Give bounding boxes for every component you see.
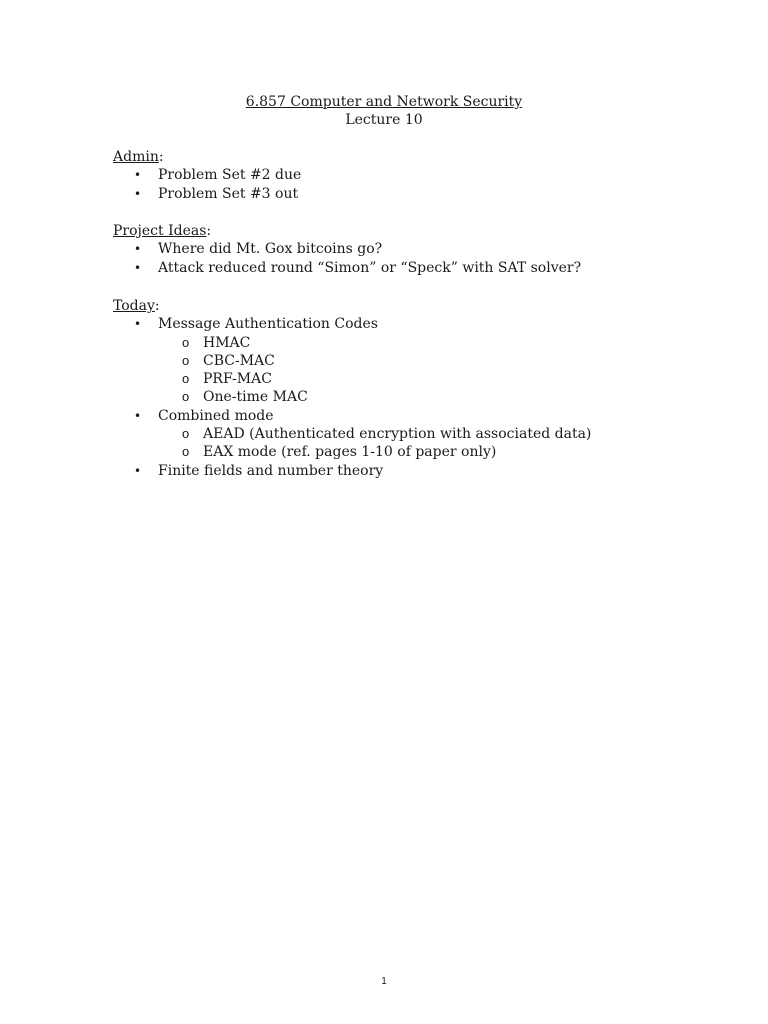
bullet-icon: • [134, 408, 142, 423]
page-number: 1 [381, 976, 387, 987]
circle-bullet-icon: o [182, 426, 190, 442]
bullet-icon: • [134, 463, 142, 478]
bullet-icon: • [134, 168, 142, 183]
circle-bullet-icon: o [182, 371, 190, 387]
project-ideas-section [113, 222, 581, 277]
project-ideas-heading: Project Ideas: [113, 223, 212, 239]
sub-list [158, 425, 591, 462]
sub-list-item: o One-time MAC [182, 389, 308, 406]
admin-section [113, 148, 301, 203]
today-section [113, 297, 591, 480]
sub-list-item: o CBC-MAC [182, 352, 275, 369]
circle-bullet-icon: o [182, 352, 190, 368]
sub-list-item: o AEAD (Authenticated encryption with associated data) [182, 426, 592, 443]
circle-bullet-icon: o [182, 334, 190, 350]
list-item: • Where did Mt. Gox bitcoins go? [134, 241, 383, 258]
circle-bullet-icon: o [182, 444, 190, 460]
sub-list-item: o PRF-MAC [182, 371, 272, 388]
list-item: • Problem Set #2 due [134, 167, 302, 184]
bullet-icon: • [134, 317, 142, 332]
sub-list-item: o EAX mode (ref. pages 1-10 of paper only) [182, 444, 497, 461]
today-heading: Today: [113, 298, 160, 314]
admin-heading: Admin: [113, 149, 164, 165]
title-block [0, 93, 768, 129]
sub-list [158, 334, 591, 407]
bullet-icon: • [134, 186, 142, 201]
project-ideas-list [113, 240, 581, 277]
list-item: • Finite fields and number theory [134, 462, 384, 479]
lecture-number: Lecture 10 [345, 112, 423, 128]
admin-list [113, 166, 301, 203]
today-list [113, 315, 591, 480]
circle-bullet-icon: o [182, 389, 190, 405]
list-item: • Combined mode o AEAD (Authenticated encryption with associated data) o EAX mode (ref. pages 1-10 of paper only) [134, 407, 592, 461]
list-item: • Attack reduced round “Simon” or “Speck” with SAT solver? [134, 259, 582, 276]
sub-list-item: o HMAC [182, 334, 251, 351]
bullet-icon: • [134, 260, 142, 275]
bullet-icon: • [134, 242, 142, 257]
list-item: • Message Authentication Codes o HMAC o CBC-MAC o PRF-MAC o One-time MAC [113, 315, 591, 406]
list-item: • Problem Set #3 out [134, 185, 299, 202]
course-title: 6.857 Computer and Network Security [245, 94, 523, 110]
